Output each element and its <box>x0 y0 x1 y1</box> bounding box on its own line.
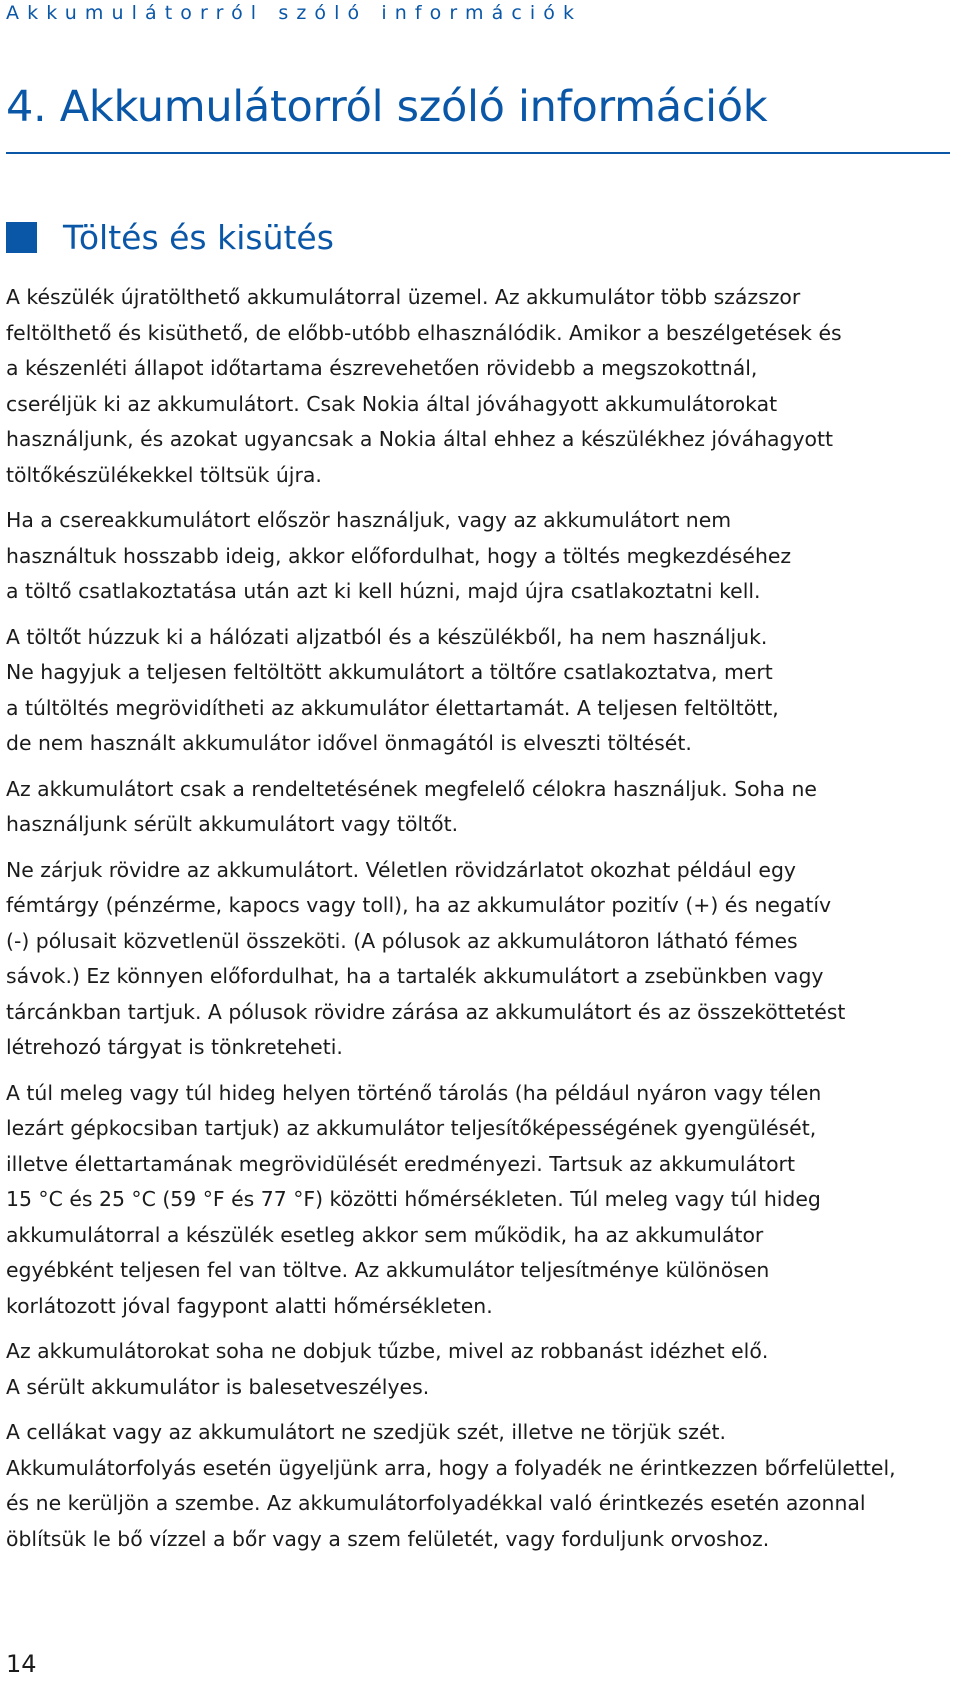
text-line: Ha a csereakkumulátort először használjuk, vagy az akkumulátort nem <box>6 508 732 532</box>
text-line: létrehozó tárgyat is tönkreteheti. <box>6 1035 343 1059</box>
text-line: de nem használt akkumulátor idővel önmagától is elveszti töltését. <box>6 731 692 755</box>
text-line: cseréljük ki az akkumulátort. Csak Nokia által jóváhagyott akkumulátorokat <box>6 391 778 416</box>
text-line: akkumulátorral a készülék esetleg akkor sem működik, ha az akkumulátor <box>6 1222 764 1247</box>
text-line: fémtárgy (pénzérme, kapocs vagy toll), ha az akkumulátor pozitív (+) és negatív <box>6 893 832 917</box>
text-line: a töltő csatlakoztatása után azt ki kell húzni, majd újra csatlakoztatni kell. <box>6 579 761 603</box>
text-line: használtuk hosszabb ideig, akkor előfordulhat, hogy a töltés megkezdéséhez <box>6 543 792 568</box>
text-line: illetve élettartamának megrövidülését eredményezi. Tartsuk az akkumulátort <box>6 1151 795 1176</box>
text-line: sávok.) Ez könnyen előfordulhat, ha a tartalék akkumulátort a zsebünkben vagy <box>6 964 824 988</box>
text-line: lezárt gépkocsiban tartjuk) az akkumulátor teljesítőképességének gyengülését, <box>6 1116 817 1140</box>
running-head: Akkumulátorról szóló információk <box>6 2 583 24</box>
text-line: A sérült akkumulátor is balesetveszélyes. <box>6 1374 430 1399</box>
text-line: korlátozott jóval fagypont alatti hőmérsékleten. <box>6 1293 493 1318</box>
section-title: Töltés és kisütés <box>63 218 334 257</box>
section-heading <box>6 218 334 257</box>
text-line: a készenléti állapot időtartama észrevehetően rövidebb a megszokottnál, <box>6 356 758 380</box>
text-line: feltölthető és kisüthető, de előbb-utóbb elhasználódik. Amikor a beszélgetések és <box>6 320 842 345</box>
paragraph <box>6 1334 950 1405</box>
text-line: használjunk, és azokat ugyancsak a Nokia által ehhez a készülékhez jóváhagyott <box>6 427 834 451</box>
body-text <box>6 280 950 1567</box>
paragraph <box>6 853 950 1066</box>
text-line: Az akkumulátorokat soha ne dobjuk tűzbe, mivel az robbanást idézhet elő. <box>6 1339 769 1363</box>
text-line: (-) pólusait közvetlenül összeköti. (A pólusok az akkumulátoron látható fémes <box>6 928 798 953</box>
text-line: A készülék újratölthető akkumulátorral üzemel. Az akkumulátor több százszor <box>6 285 801 309</box>
text-line: használjunk sérült akkumulátort vagy töltőt. <box>6 812 459 836</box>
paragraph <box>6 1076 950 1325</box>
text-line: A túl meleg vagy túl hideg helyen történő tárolás (ha például nyáron vagy télen <box>6 1080 822 1105</box>
paragraph <box>6 772 950 843</box>
square-bullet-icon <box>6 222 37 253</box>
chapter-divider <box>6 152 950 154</box>
text-line: egyébként teljesen fel van töltve. Az akkumulátor teljesítménye különösen <box>6 1258 770 1282</box>
text-line: a túltöltés megrövidítheti az akkumulátor élettartamát. A teljesen feltöltött, <box>6 695 779 720</box>
text-line: 15 °C és 25 °C (59 °F és 77 °F) közötti hőmérsékleten. Túl meleg vagy túl hideg <box>6 1187 821 1211</box>
text-line: Akkumulátorfolyás esetén ügyeljünk arra, hogy a folyadék ne érintkezzen bőrfelülettel, <box>6 1455 896 1480</box>
paragraph <box>6 620 950 762</box>
text-line: A cellákat vagy az akkumulátort ne szedjük szét, illetve ne törjük szét. <box>6 1420 726 1444</box>
text-line: Ne zárjuk rövidre az akkumulátort. Véletlen rövidzárlatot okozhat például egy <box>6 857 796 882</box>
text-line: töltőkészülékekkel töltsük újra. <box>6 462 322 487</box>
page-number: 14 <box>6 1650 37 1678</box>
text-line: Ne hagyjuk a teljesen feltöltött akkumulátort a töltőre csatlakoztatva, mert <box>6 660 773 684</box>
text-line: A töltőt húzzuk ki a hálózati aljzatból és a készülékből, ha nem használjuk. <box>6 624 768 649</box>
paragraph <box>6 1415 950 1557</box>
chapter-title: 4. Akkumulátorról szóló információk <box>6 82 768 132</box>
paragraph <box>6 280 950 493</box>
text-line: tárcánkban tartjuk. A pólusok rövidre zárása az akkumulátort és az összeköttetést <box>6 999 846 1024</box>
manual-page <box>6 0 950 1684</box>
text-line: és ne kerüljön a szembe. Az akkumulátorfolyadékkal való érintkezés esetén azonnal <box>6 1491 866 1515</box>
paragraph <box>6 503 950 610</box>
text-line: Az akkumulátort csak a rendeltetésének megfelelő célokra használjuk. Soha ne <box>6 776 817 801</box>
text-line: öblítsük le bő vízzel a bőr vagy a szem felületét, vagy forduljunk orvoshoz. <box>6 1526 770 1551</box>
